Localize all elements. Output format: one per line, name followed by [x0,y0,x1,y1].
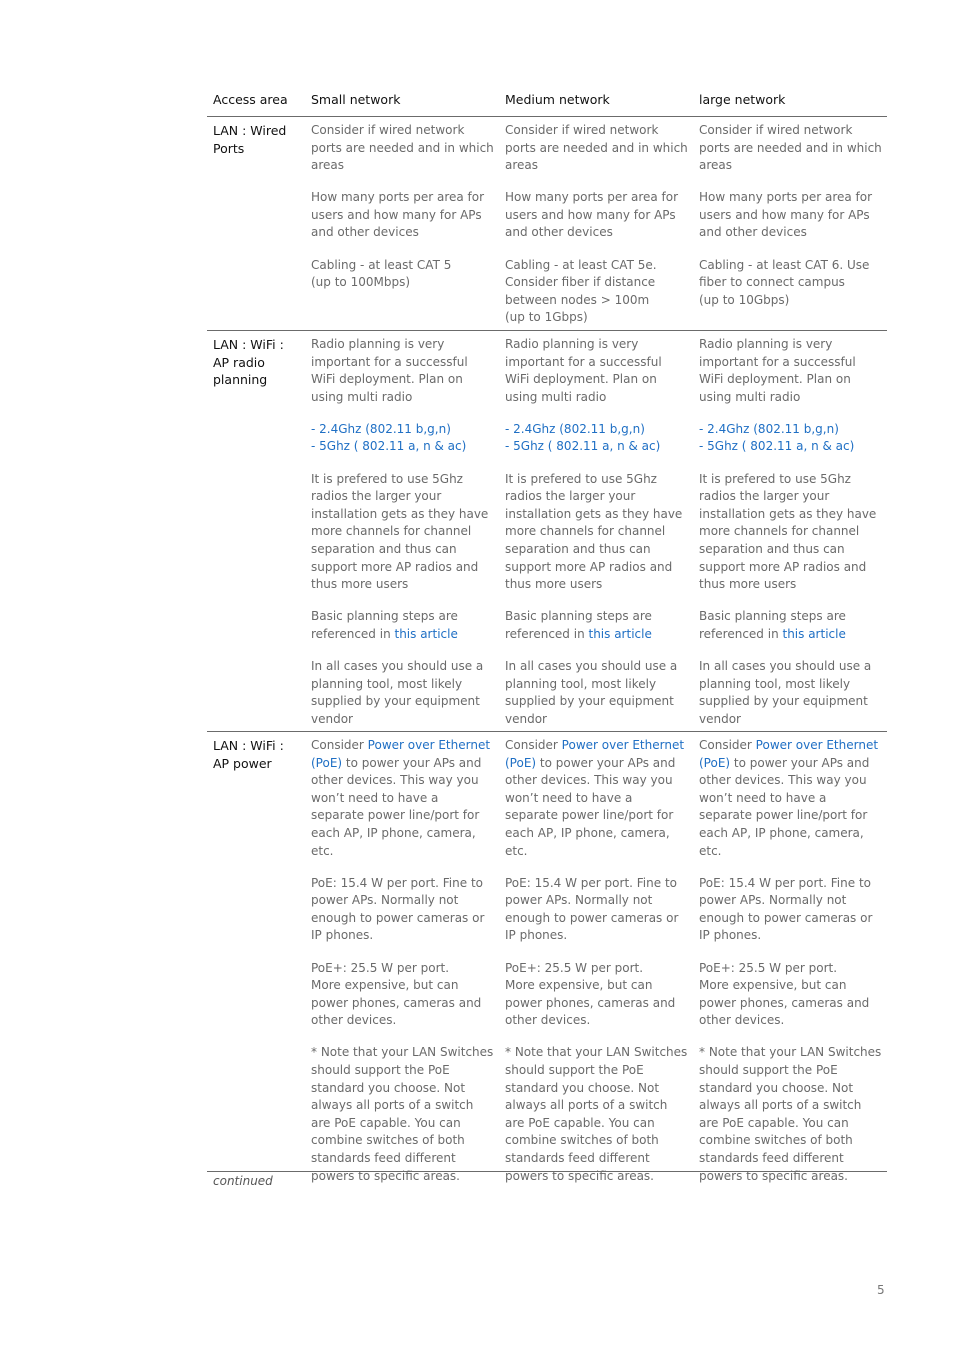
cell-text: Radio planning is very important for a successful WiFi deployment. Plan on using multi radio [505,337,662,404]
reference-link[interactable]: this article [782,626,846,641]
cell-text: to power your APs and other devices. This way you won’t need to have a separate power line/port for each AP, IP phone, camera, etc. [311,755,482,858]
cell-text: Consider if wired network ports are needed and in which areas [699,123,882,173]
cell-paragraph [699,1044,883,1185]
cell-text: PoE+: 25.5 W per port. More expensive, but can power phones, cameras and other devices. [505,960,676,1028]
cell-paragraph [311,608,495,643]
cell-text: In all cases you should use a planning tool, most likely supplied by your equipment vendor [505,658,678,726]
cell-paragraph [505,1044,689,1185]
page-number: 5 [877,1283,885,1297]
reference-link[interactable]: - 2.4Ghz (802.11 b,g,n) - 5Ghz ( 802.11 a, n & ac) [311,421,467,454]
cell-text: In all cases you should use a planning tool, most likely supplied by your equipment vendor [311,658,484,726]
cell-paragraph [699,421,883,456]
cell-text: PoE: 15.4 W per port. Fine to power APs. Normally not enough to power cameras or IP phones. [311,875,485,943]
cell-text: Cabling - at least CAT 6. Use fiber to connect campus (up to 10Gbps) [699,257,870,307]
cell-text: * Note that your LAN Switches should support the PoE standard you choose. Not always all ports of a switch are PoE capable. You can combine switches of both standards feed different powers to specific areas. [505,1045,688,1183]
cell-text: How many ports per area for users and how many for APs and other devices [505,190,679,240]
reference-link[interactable]: - 2.4Ghz (802.11 b,g,n) - 5Ghz ( 802.11 a, n & ac) [699,421,855,454]
cell-text: Consider [505,738,562,752]
cell-text: Consider [311,738,368,752]
cell-paragraph [311,875,495,945]
cell-paragraph [311,737,495,860]
cell-paragraph [505,189,689,242]
cell-paragraph [505,257,689,327]
cell-text: Radio planning is very important for a successful WiFi deployment. Plan on using multi radio [699,337,856,404]
reference-link[interactable]: this article [588,626,652,641]
cell-text: * Note that your LAN Switches should support the PoE standard you choose. Not always all ports of a switch are PoE capable. You can combine switches of both standards feed different powers to specific areas. [699,1045,882,1183]
cell-paragraph [699,471,883,594]
header-small-network: Small network [311,92,401,107]
cell-large-network [699,336,883,728]
cell-text: to power your APs and other devices. This way you won’t need to have a separate power line/port for each AP, IP phone, camera, etc. [699,755,870,858]
cell-paragraph [505,608,689,643]
cell-text: PoE: 15.4 W per port. Fine to power APs. Normally not enough to power cameras or IP phones. [505,875,679,943]
row-lan-wired-ports [207,117,887,331]
cell-paragraph [505,960,689,1030]
cell-paragraph [311,336,495,406]
cell-paragraph [505,122,689,175]
cell-paragraph [311,122,495,175]
cell-text: PoE+: 25.5 W per port. More expensive, but can power phones, cameras and other devices. [311,960,482,1028]
cell-text: Basic planning steps are referenced in [505,609,652,641]
cell-paragraph [699,122,883,175]
cell-paragraph [699,336,883,406]
cell-paragraph [311,257,495,292]
reference-link[interactable]: Power over Ethernet (PoE) [699,738,879,770]
cell-text: Consider [699,738,756,752]
cell-text: It is prefered to use 5Ghz radios the larger your installation gets as they have more channels for channel separation and thus can support more AP radios and thus more users [311,471,489,592]
cell-small-network [311,737,495,1185]
cell-small-network [311,122,495,292]
access-area-label: LAN : WiFi : AP radio planning [213,337,284,387]
table-header-row [207,90,887,117]
cell-text: Cabling - at least CAT 5 (up to 100Mbps) [311,257,452,290]
cell-text: PoE: 15.4 W per port. Fine to power APs. Normally not enough to power cameras or IP phones. [699,875,873,943]
cell-text: Basic planning steps are referenced in [699,609,846,641]
cell-paragraph [699,257,883,310]
reference-link[interactable]: Power over Ethernet (PoE) [505,738,685,770]
cell-paragraph [699,875,883,945]
continued-note: continued [213,1174,273,1188]
cell-paragraph [699,608,883,643]
cell-text: Cabling - at least CAT 5e. Consider fiber if distance between nodes > 100m (up to 1Gbps) [505,257,657,325]
cell-paragraph [505,737,689,860]
header-large-network: large network [699,92,786,107]
cell-paragraph [699,189,883,242]
header-access-area: Access area [213,92,288,107]
cell-paragraph [311,421,495,456]
access-area-label: LAN : WiFi : AP power [213,738,284,771]
cell-text: Consider if wired network ports are needed and in which areas [505,123,688,173]
cell-paragraph [311,658,495,728]
cell-paragraph [505,875,689,945]
reference-link[interactable]: this article [394,626,458,641]
cell-text: Consider if wired network ports are needed and in which areas [311,123,494,173]
cell-text: to power your APs and other devices. This way you won’t need to have a separate power line/port for each AP, IP phone, camera, etc. [505,755,676,858]
cell-paragraph [311,960,495,1030]
access-area-label: LAN : Wired Ports [213,123,287,156]
cell-paragraph [311,1044,495,1185]
cell-paragraph [311,189,495,242]
cell-text: How many ports per area for users and how many for APs and other devices [699,190,873,240]
cell-text: In all cases you should use a planning tool, most likely supplied by your equipment vendor [699,658,872,726]
row-lan-wifi-radio-planning [207,331,887,732]
reference-link[interactable]: - 2.4Ghz (802.11 b,g,n) - 5Ghz ( 802.11 a, n & ac) [505,421,661,454]
cell-large-network [699,737,883,1185]
cell-medium-network [505,737,689,1185]
cell-text: How many ports per area for users and how many for APs and other devices [311,190,485,240]
cell-text: Basic planning steps are referenced in [311,609,458,641]
cell-paragraph [311,471,495,594]
cell-paragraph [505,336,689,406]
cell-text: PoE+: 25.5 W per port. More expensive, but can power phones, cameras and other devices. [699,960,870,1028]
cell-paragraph [505,471,689,594]
cell-text: It is prefered to use 5Ghz radios the larger your installation gets as they have more channels for channel separation and thus can support more AP radios and thus more users [505,471,683,592]
cell-text: Radio planning is very important for a successful WiFi deployment. Plan on using multi radio [311,337,468,404]
cell-paragraph [699,737,883,860]
cell-paragraph [505,658,689,728]
cell-paragraph [699,658,883,728]
cell-medium-network [505,122,689,327]
cell-text: * Note that your LAN Switches should support the PoE standard you choose. Not always all ports of a switch are PoE capable. You can combine switches of both standards feed different powers to specific areas. [311,1045,494,1183]
cell-small-network [311,336,495,728]
cell-paragraph [505,421,689,456]
reference-link[interactable]: Power over Ethernet (PoE) [311,738,491,770]
header-medium-network: Medium network [505,92,610,107]
cell-medium-network [505,336,689,728]
cell-large-network [699,122,883,309]
cell-text: It is prefered to use 5Ghz radios the larger your installation gets as they have more channels for channel separation and thus can support more AP radios and thus more users [699,471,877,592]
cell-paragraph [699,960,883,1030]
